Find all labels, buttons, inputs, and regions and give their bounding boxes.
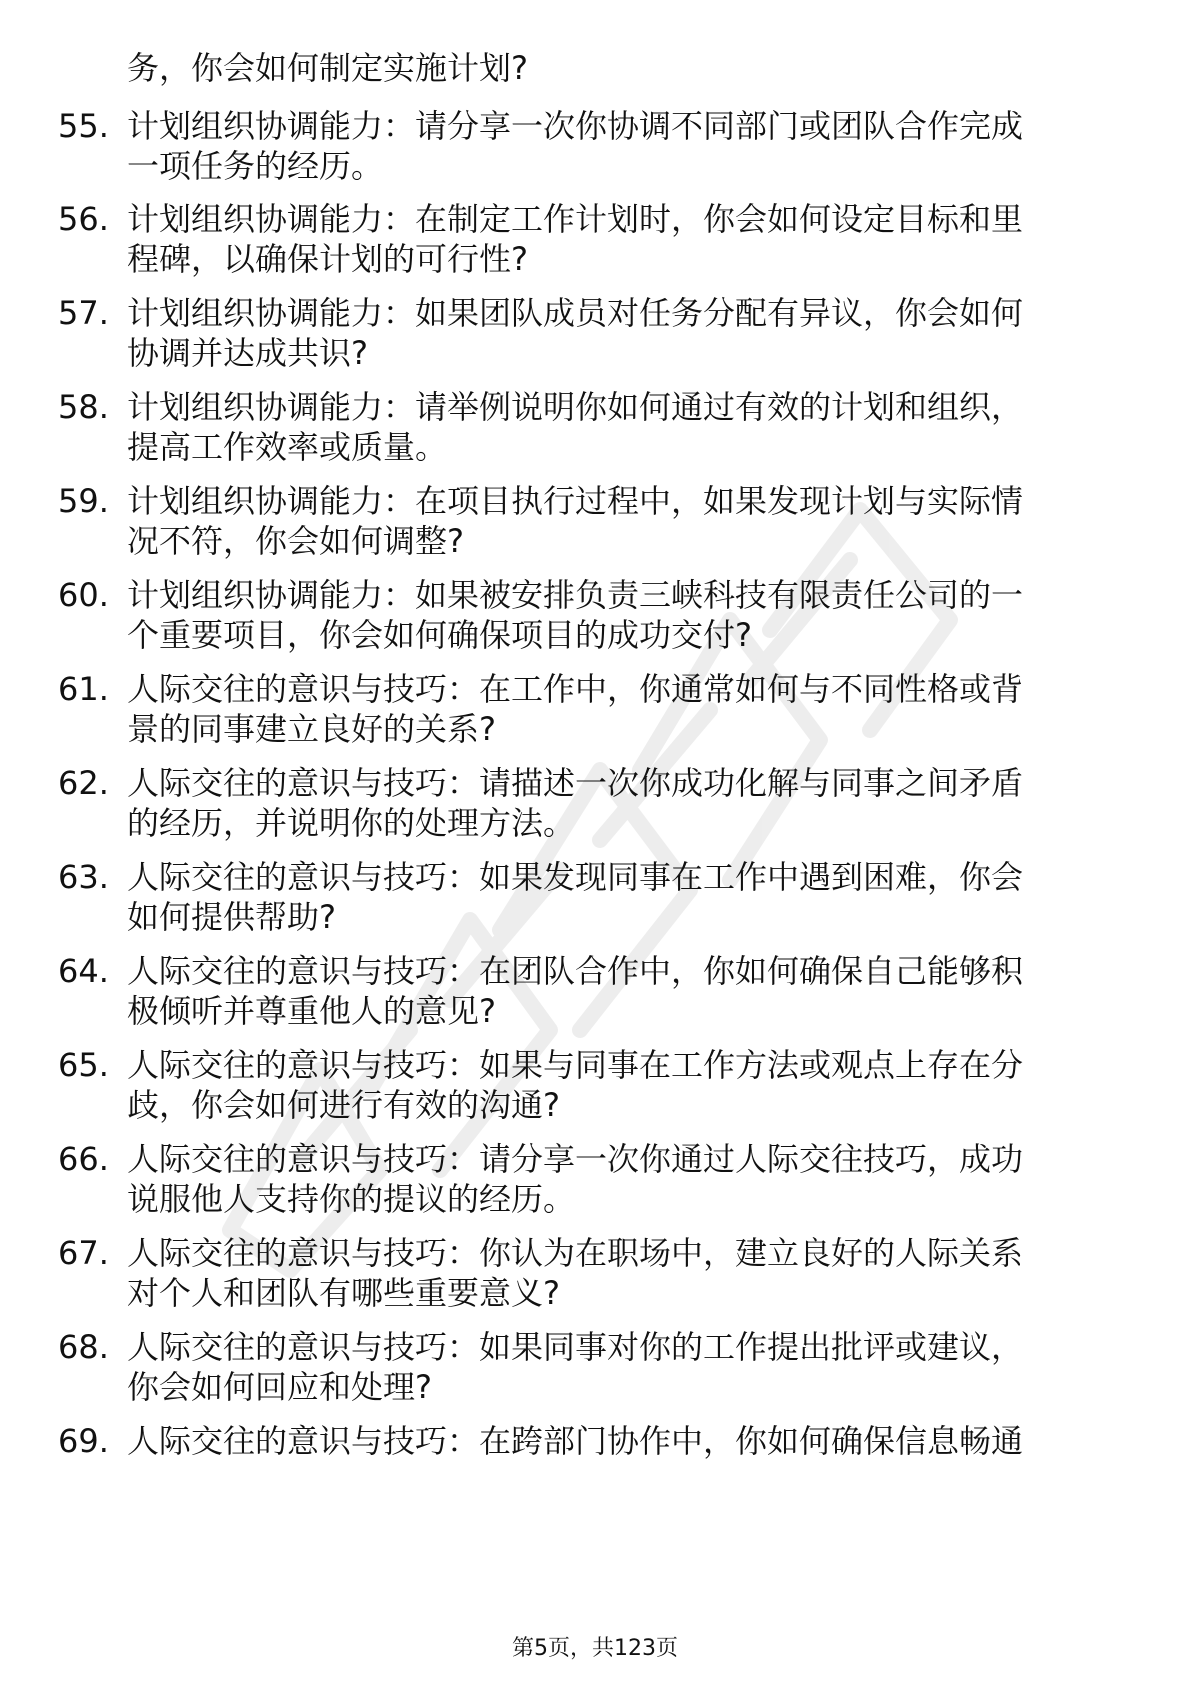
item-text-line2: 的经历，并说明你的处理方法。 [127,804,576,842]
item-text-line2: 景的同事建立良好的关系? [127,710,496,748]
item-number: 57. [58,294,109,332]
item-text-line2: 况不符，你会如何调整? [127,522,464,560]
item-text-line2: 歧，你会如何进行有效的沟通? [127,1086,560,1124]
item-text-line1: 计划组织协调能力：在制定工作计划时，你会如何设定目标和里 [127,200,1024,238]
item-text-line1: 人际交往的意识与技巧：在工作中，你通常如何与不同性格或背 [127,670,1024,708]
item-text-line1: 人际交往的意识与技巧：你认为在职场中，建立良好的人际关系 [127,1234,1024,1272]
item-text-line2: 你会如何回应和处理? [127,1368,432,1406]
item-text-line2: 协调并达成共识? [127,334,368,372]
item-text-line1: 计划组织协调能力：如果团队成员对任务分配有异议，你会如何 [127,294,1024,332]
item-number: 56. [58,200,109,238]
item-number: 59. [58,482,109,520]
item-text-line2: 极倾听并尊重他人的意见? [127,992,496,1030]
item-number: 66. [58,1140,109,1178]
page-footer: 第5页，共123页 [512,1636,678,1661]
item-number: 58. [58,388,109,426]
item-text-line2: 如何提供帮助? [127,898,336,936]
item-text-line1: 人际交往的意识与技巧：如果同事对你的工作提出批评或建议， [127,1328,1024,1366]
item-text-line2: 对个人和团队有哪些重要意义? [127,1274,560,1312]
item-number: 64. [58,952,109,990]
item-text-line1: 人际交往的意识与技巧：在跨部门协作中，你如何确保信息畅通 [127,1422,1024,1460]
item-text-line1: 人际交往的意识与技巧：如果与同事在工作方法或观点上存在分 [127,1046,1024,1084]
item-number: 60. [58,576,109,614]
item-text-line1: 计划组织协调能力：请举例说明你如何通过有效的计划和组织， [127,388,1024,426]
item-text-line2: 一项任务的经历。 [127,147,384,185]
item-text-line2: 程碑，以确保计划的可行性? [127,240,528,278]
item-text-line2: 个重要项目，你会如何确保项目的成功交付? [127,616,752,654]
item-text-line1: 人际交往的意识与技巧：如果发现同事在工作中遇到困难，你会 [127,858,1024,896]
item-number: 67. [58,1234,109,1272]
item-number: 61. [58,670,109,708]
item-number: 65. [58,1046,109,1084]
item-text-line1: 计划组织协调能力：请分享一次你协调不同部门或团队合作完成 [127,107,1024,145]
item-number: 55. [58,107,109,145]
item-text-line2: 提高工作效率或质量。 [127,428,448,466]
item-text-line1: 人际交往的意识与技巧：请分享一次你通过人际交往技巧，成功 [127,1140,1024,1178]
item-text-line1: 人际交往的意识与技巧：在团队合作中，你如何确保自己能够积 [127,952,1024,990]
item-number: 68. [58,1328,109,1366]
item-text-line1: 计划组织协调能力：在项目执行过程中，如果发现计划与实际情 [127,482,1024,520]
item-number: 69. [58,1422,109,1460]
item-number: 62. [58,764,109,802]
item-number: 63. [58,858,109,896]
item-text-line2: 说服他人支持你的提议的经历。 [127,1180,576,1218]
item-text-line1: 计划组织协调能力：如果被安排负责三峡科技有限责任公司的一 [127,576,1024,614]
continued-line: 务，你会如何制定实施计划? [127,49,528,87]
item-text-line1: 人际交往的意识与技巧：请描述一次你成功化解与同事之间矛盾 [127,764,1024,802]
